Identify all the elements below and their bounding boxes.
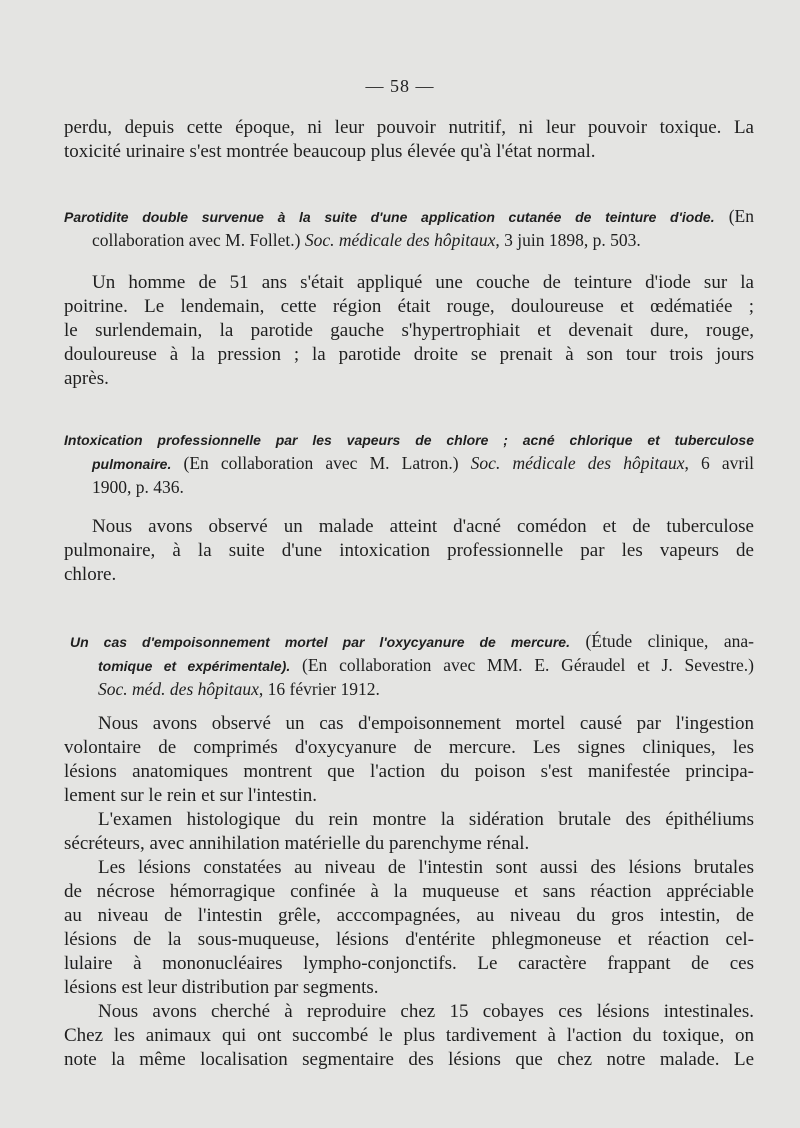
- text-line: Chez les animaux qui ont succombé le plus tardivement à l'action du toxique, on: [64, 1025, 754, 1046]
- intro-paragraph: [64, 116, 754, 164]
- reference-title: Un cas d'empoisonnement mortel par l'oxycyanure de mercure.: [70, 634, 570, 650]
- text-line: douloureuse à la pression ; la parotide droite se prenait à son tour trois jours: [64, 344, 754, 365]
- text-line: lésions est leur distribution par segments.: [64, 977, 379, 998]
- paragraph: [64, 712, 754, 808]
- text-line: Nous avons cherché à reproduire chez 15 cobayes ces lésions intestinales.: [98, 1001, 754, 1022]
- paragraph: [64, 808, 754, 856]
- paragraph: [64, 856, 754, 1000]
- text-line: le surlendemain, la parotide gauche s'hypertrophiait et devenait dure, rouge,: [64, 320, 754, 341]
- text-line: après.: [64, 368, 109, 389]
- journal-name: Soc. médicale des hôpitaux: [304, 230, 496, 250]
- text-line: Nous avons observé un cas d'empoisonnement mortel causé par l'ingestion: [98, 713, 754, 734]
- text-line: perdu, depuis cette époque, ni leur pouvoir nutritif, ni leur pouvoir toxique. La: [64, 117, 754, 138]
- text-line: pulmonaire, à la suite d'une intoxication professionnelle par les vapeurs de: [64, 540, 754, 561]
- paragraph: [64, 1000, 754, 1072]
- text-line: au niveau de l'intestin grêle, acccompagnées, au niveau du gros intestin, de: [64, 905, 754, 926]
- text-line: lulaire à mononucléaires lympho-conjonctifs. Le caractère frappant de ces: [64, 953, 754, 974]
- reference-title: Intoxication professionnelle par les vapeurs de chlore ; acné chlorique et tuberculose: [64, 432, 754, 448]
- text-line: Nous avons observé un malade atteint d'acné comédon et de tuberculose: [92, 516, 754, 537]
- text-line: de nécrose hémorragique confinée à la muqueuse et sans réaction appréciable: [64, 881, 754, 902]
- text-line: toxicité urinaire s'est montrée beaucoup plus élevée qu'à l'état normal.: [64, 141, 596, 162]
- text-line: chlore.: [64, 564, 117, 585]
- text-line: Un homme de 51 ans s'était appliqué une couche de teinture d'iode sur la: [92, 272, 754, 293]
- entry-3-summary: [64, 712, 754, 1072]
- reference-entry-3: Un cas d'empoisonnement mortel par l'oxycyanure de mercure. (Étude clinique, ana- tomique et expérimentale). (En collaboration avec MM. E. Géraudel et J. Sevestre.) Soc. méd. des hôpitaux, 16 février 1912.: [70, 631, 754, 699]
- entry-2-summary: [64, 515, 754, 587]
- entry-1-summary: [64, 271, 754, 391]
- text-line: sécréteurs, avec annihilation matérielle du parenchyme rénal.: [64, 833, 530, 854]
- text-line: lésions de la sous-muqueuse, lésions d'entérite phlegmoneuse et réaction cel-: [64, 929, 754, 950]
- text-line: lésions anatomiques montrent que l'action du poison s'est manifestée principa-: [64, 761, 754, 782]
- text-line: note la même localisation segmentaire des lésions que chez notre malade. Le: [64, 1049, 754, 1070]
- text-line: L'examen histologique du rein montre la sidération brutale des épithéliums: [98, 809, 754, 830]
- reference-entry-1: Parotidite double survenue à la suite d'une application cutanée de teinture d'iode. (En collaboration avec M. Follet.) Soc. médicale des hôpitaux, 3 juin 1898, p. 503.: [64, 206, 754, 250]
- reference-entry-2: Intoxication professionnelle par les vapeurs de chlore ; acné chlorique et tuberculose pulmonaire. (En collaboration avec M. Latron.) Soc. médicale des hôpitaux, 6 avril 1900, p. 436.: [64, 432, 754, 497]
- page-number: — 58 —: [365, 76, 435, 96]
- text-line: poitrine. Le lendemain, cette région était rouge, douloureuse et œdématiée ;: [64, 296, 754, 317]
- text-line: volontaire de comprimés d'oxycyanure de mercure. Les signes cliniques, les: [64, 737, 754, 758]
- text-line: lement sur le rein et sur l'intestin.: [64, 785, 318, 806]
- reference-title: Parotidite double survenue à la suite d'une application cutanée de teinture d'iode.: [64, 209, 715, 225]
- journal-name: Soc. méd. des hôpitaux: [98, 679, 259, 699]
- journal-name: Soc. médicale des hôpitaux: [470, 453, 685, 473]
- text-line: Les lésions constatées au niveau de l'intestin sont aussi des lésions brutales: [98, 857, 754, 878]
